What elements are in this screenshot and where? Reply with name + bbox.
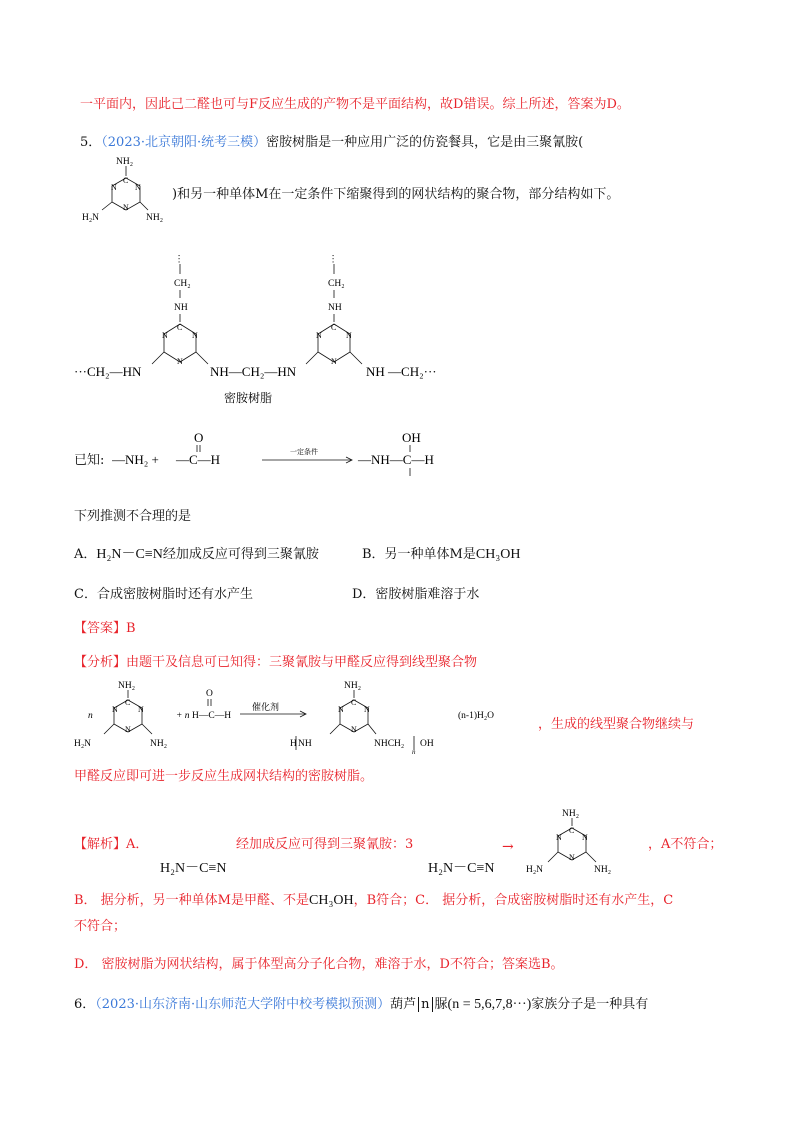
analysis-line-2: 甲醛反应即可进一步反应生成网状结构的密胺树脂。 xyxy=(74,769,374,784)
ring-c: C xyxy=(125,698,131,707)
answer-value: B xyxy=(126,621,136,636)
analysis-label: 【分析】 xyxy=(74,655,127,670)
label-nh2: NH₂ xyxy=(116,157,134,167)
analysis-text: 由题干及信息可已知得：三聚氰胺与甲醛反应得到线型聚合物 xyxy=(126,655,478,670)
option-b xyxy=(362,546,520,564)
option-a-formula: H₂N－C≡N xyxy=(96,547,163,562)
answer-label: 【答案】 xyxy=(74,621,127,636)
solution-label xyxy=(74,836,148,854)
question-prompt: 下列推测不合理的是 xyxy=(74,509,192,524)
label-h2n: H₂N xyxy=(82,213,100,223)
ring-n: N xyxy=(351,725,357,734)
question-stem-2: )和另一种单体M在一定条件下缩聚得到的网状结构的聚合物，部分结构如下。 xyxy=(172,187,620,202)
q6-formula: n = 5,6,7,8··· xyxy=(452,997,527,1012)
question-stem-1: 密胺树脂是一种应用广泛的仿瓷餐具，它是由三聚氰胺( xyxy=(266,135,584,150)
carry-over-line: 一平面内，因此己二醛也可与F反应生成的产物不是平面结构，故D错误。综上所述，答案为D。 xyxy=(80,97,630,112)
poly-oh: OH xyxy=(420,739,434,749)
solution-label-text: 【解析】 xyxy=(74,837,127,852)
structure-caption: 密胺树脂 xyxy=(224,391,273,405)
solution-a-formula-2: H₂N－C≡N xyxy=(428,861,495,876)
right-chain: NH —CH₂··· xyxy=(366,364,437,379)
q6-formula-wrap: (n = 5,6,7,8···) xyxy=(447,997,532,1012)
ring-n: N xyxy=(135,183,141,192)
solution-a-text: 经加成反应可得到三聚氰胺：3 xyxy=(236,837,414,852)
label-oh: OH xyxy=(402,430,421,445)
plus-n: + n xyxy=(176,711,190,721)
option-a xyxy=(74,546,319,564)
solution-d: D． 密胺树脂为网状结构，属于体型高分子化合物，难溶于水，D不符合；答案选B。 xyxy=(74,957,564,972)
label-ch2: CH₂ xyxy=(174,279,191,289)
polymerization-equation xyxy=(74,676,544,756)
reactant-nh2: —NH₂ + xyxy=(112,452,159,467)
reaction-product: —NH—C—H xyxy=(358,452,434,467)
aldehyde-group: —C—H xyxy=(176,452,221,467)
label-nh2: NH₂ xyxy=(594,865,612,875)
melamine-resin-structure xyxy=(74,252,454,412)
ring-c: C xyxy=(123,176,129,185)
ring-n: N xyxy=(364,705,370,714)
ring-n: N xyxy=(192,331,198,340)
solution-b-text-1: B． 据分析，另一种单体M是甲醛、不是 xyxy=(74,893,309,908)
question-6 xyxy=(74,996,648,1014)
solution-b-text-2: ，B符合；C． 据分析，合成密胺树脂时还有水产生，C xyxy=(353,893,674,908)
answer xyxy=(74,620,136,638)
label-nh2: NH₂ xyxy=(146,213,164,223)
label-h2n: H₂N xyxy=(526,865,544,875)
label-o: O xyxy=(206,689,213,699)
question-source: （2023·北京朝阳·统考三模） xyxy=(101,135,267,150)
poly-end: NHCH₂ xyxy=(374,739,405,749)
chain-dots: ··· xyxy=(327,254,337,264)
middle-chain: NH—CH₂—HN xyxy=(210,364,297,379)
ring-n: N xyxy=(138,705,144,714)
label-nh2: NH₂ xyxy=(344,681,362,691)
ring-c: C xyxy=(351,698,357,707)
ring-n: N xyxy=(123,203,129,212)
formaldehyde: H—C—H xyxy=(192,711,232,721)
q6-bracket-n: n xyxy=(418,997,432,1012)
q6-text-2: 脲 xyxy=(434,997,448,1012)
repeat-n: n xyxy=(412,748,416,756)
ring-n: N xyxy=(111,183,117,192)
question-number: 6． xyxy=(74,997,96,1012)
label-nh: NH xyxy=(328,303,342,313)
ring-n: N xyxy=(346,331,352,340)
q6-text-3: 家族分子是一种具有 xyxy=(531,997,649,1012)
label-nh: NH xyxy=(174,303,188,313)
solution-a-formula: H₂N－C≡N xyxy=(160,861,227,876)
solution-a-prefix: A． xyxy=(126,837,149,852)
question-number: 5． xyxy=(80,135,102,150)
label-nh2: NH₂ xyxy=(118,681,136,691)
option-b-text: B．另一种单体M是 xyxy=(362,547,476,562)
ring-n: N xyxy=(556,833,562,842)
ring-c: C xyxy=(331,323,337,332)
chain-dots: ··· xyxy=(173,254,183,264)
ring-n: N xyxy=(338,705,344,714)
reaction-arrow: → xyxy=(502,839,514,855)
q6-text-1: 葫芦 xyxy=(390,997,417,1012)
solution-b-formula: CH₃OH xyxy=(309,893,354,908)
ring-c: C xyxy=(177,323,183,332)
ring-n: N xyxy=(331,357,337,366)
label-ch2: CH₂ xyxy=(328,279,345,289)
analysis xyxy=(74,654,477,672)
reaction-condition: 一定条件 xyxy=(290,448,318,456)
known-label: 已知: xyxy=(74,453,105,468)
ring-n: N xyxy=(582,833,588,842)
solution-c-end: 不符合； xyxy=(74,919,127,934)
option-a-prefix: A． xyxy=(74,547,97,562)
label-h2n: H₂N xyxy=(74,739,92,749)
ring-n: N xyxy=(125,725,131,734)
question-source: （2023·山东济南·山东师范大学附中校考模拟预测） xyxy=(95,997,391,1012)
ring-n: N xyxy=(569,853,575,862)
coefficient-n: n xyxy=(88,711,93,721)
solution-a-end: ，A不符合； xyxy=(648,837,723,852)
left-chain: ···CH₂—HN xyxy=(74,364,142,379)
melamine-structure-product xyxy=(526,804,626,884)
label-nh2: NH₂ xyxy=(562,809,580,819)
label-nh: NH xyxy=(298,739,312,749)
label-nh2: NH₂ xyxy=(150,739,168,749)
water-byproduct: (n-1)H₂O xyxy=(458,711,495,721)
ring-n: N xyxy=(316,331,322,340)
label-o: O xyxy=(194,430,204,445)
option-a-text: 经加成反应可得到三聚氰胺 xyxy=(162,547,319,562)
option-c: C．合成密胺树脂时还有水产生 xyxy=(74,587,253,602)
ring-n: N xyxy=(112,705,118,714)
option-d: D．密胺树脂难溶于水 xyxy=(352,587,480,602)
poly-start: H xyxy=(290,739,297,749)
catalyst-label: 催化剂 xyxy=(252,702,280,712)
analysis-tail: ，生成的线型聚合物继续与 xyxy=(538,717,695,732)
melamine-structure-inline xyxy=(82,150,174,232)
ring-n: N xyxy=(162,331,168,340)
option-b-formula: CH₃OH xyxy=(475,547,521,562)
known-reaction xyxy=(112,430,452,500)
ring-c: C xyxy=(569,826,575,835)
ring-n: N xyxy=(177,357,183,366)
solution-b xyxy=(74,892,673,910)
